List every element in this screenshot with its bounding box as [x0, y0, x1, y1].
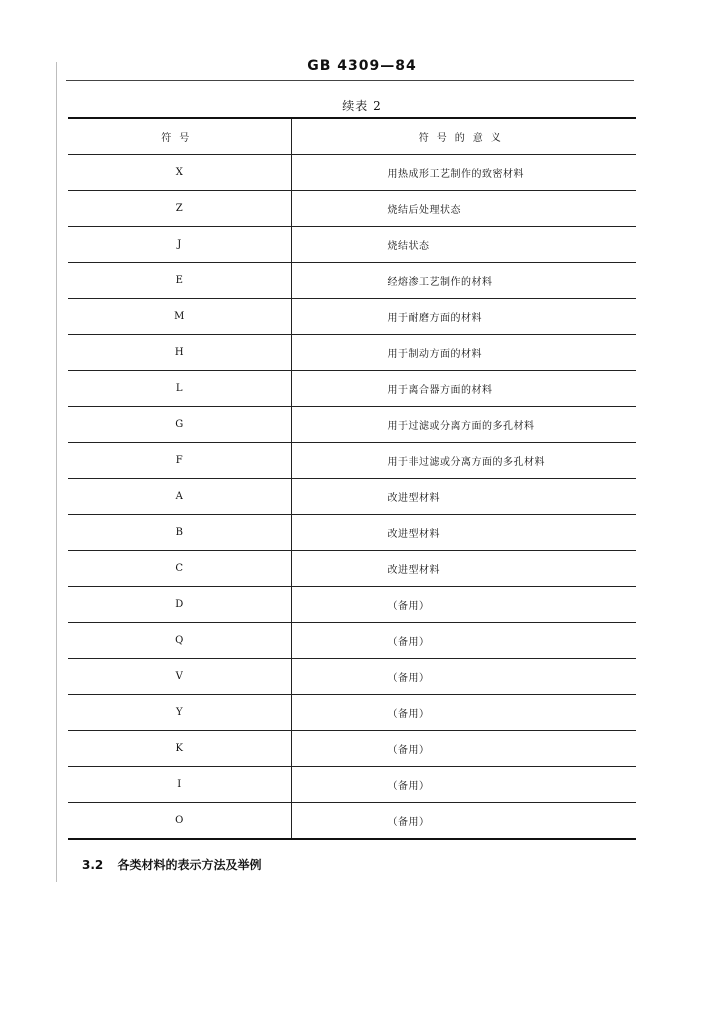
- meaning-cell: （备用）: [291, 731, 636, 767]
- meaning-cell: 用于过滤或分离方面的多孔材料: [291, 407, 636, 443]
- symbol-cell: D: [68, 587, 291, 623]
- table-row: [68, 551, 636, 587]
- table-row: [68, 587, 636, 623]
- meaning-cell: （备用）: [291, 659, 636, 695]
- table-row: [68, 407, 636, 443]
- table-caption: 续表 2: [342, 99, 382, 113]
- symbol-cell: C: [68, 551, 291, 587]
- table-row: [68, 515, 636, 551]
- meaning-cell: （备用）: [291, 623, 636, 659]
- column-header-symbol: 符号: [68, 118, 291, 155]
- meaning-cell: 用于离合器方面的材料: [291, 371, 636, 407]
- section-heading: [82, 856, 261, 873]
- symbol-cell: M: [68, 299, 291, 335]
- table-row: [68, 767, 636, 803]
- symbol-cell: O: [68, 803, 291, 840]
- meaning-cell: 用热成形工艺制作的致密材料: [291, 155, 636, 191]
- table-row: [68, 803, 636, 840]
- header-rule: [66, 80, 634, 81]
- table-row: [68, 731, 636, 767]
- symbol-cell: J: [68, 227, 291, 263]
- meaning-cell: 烧结后处理状态: [291, 191, 636, 227]
- meaning-cell: 用于耐磨方面的材料: [291, 299, 636, 335]
- symbol-cell: I: [68, 767, 291, 803]
- table-row: [68, 227, 636, 263]
- symbol-cell: H: [68, 335, 291, 371]
- table-row: [68, 191, 636, 227]
- symbol-cell: L: [68, 371, 291, 407]
- table-row: [68, 479, 636, 515]
- table-row: [68, 371, 636, 407]
- standard-number-header: GB 4309—84: [307, 58, 417, 74]
- symbol-cell: Y: [68, 695, 291, 731]
- table-row: [68, 335, 636, 371]
- meaning-cell: （备用）: [291, 695, 636, 731]
- meaning-cell: 改进型材料: [291, 515, 636, 551]
- meaning-cell: 用于制动方面的材料: [291, 335, 636, 371]
- meaning-cell: 烧结状态: [291, 227, 636, 263]
- meaning-cell: 改进型材料: [291, 479, 636, 515]
- meaning-cell: （备用）: [291, 803, 636, 840]
- section-number: 3.2: [82, 858, 104, 872]
- table-row: [68, 155, 636, 191]
- meaning-cell: 改进型材料: [291, 551, 636, 587]
- symbol-cell: F: [68, 443, 291, 479]
- symbol-cell: V: [68, 659, 291, 695]
- symbol-table: [68, 117, 636, 840]
- symbol-cell: B: [68, 515, 291, 551]
- meaning-cell: （备用）: [291, 767, 636, 803]
- symbol-cell: X: [68, 155, 291, 191]
- meaning-cell: 用于非过滤或分离方面的多孔材料: [291, 443, 636, 479]
- table-row: [68, 299, 636, 335]
- left-margin-rule: [56, 62, 57, 882]
- section-title: 各类材料的表示方法及举例: [117, 858, 262, 872]
- symbol-cell: G: [68, 407, 291, 443]
- table-header-row: [68, 118, 636, 155]
- symbol-cell: Q: [68, 623, 291, 659]
- table-row: [68, 443, 636, 479]
- table-row: [68, 695, 636, 731]
- symbol-cell: Z: [68, 191, 291, 227]
- table-row: [68, 263, 636, 299]
- symbol-cell: E: [68, 263, 291, 299]
- table-row: [68, 659, 636, 695]
- meaning-cell: （备用）: [291, 587, 636, 623]
- symbol-cell: A: [68, 479, 291, 515]
- symbol-cell: K: [68, 731, 291, 767]
- column-header-meaning: 符号的意义: [291, 118, 636, 155]
- meaning-cell: 经熔渗工艺制作的材料: [291, 263, 636, 299]
- table-row: [68, 623, 636, 659]
